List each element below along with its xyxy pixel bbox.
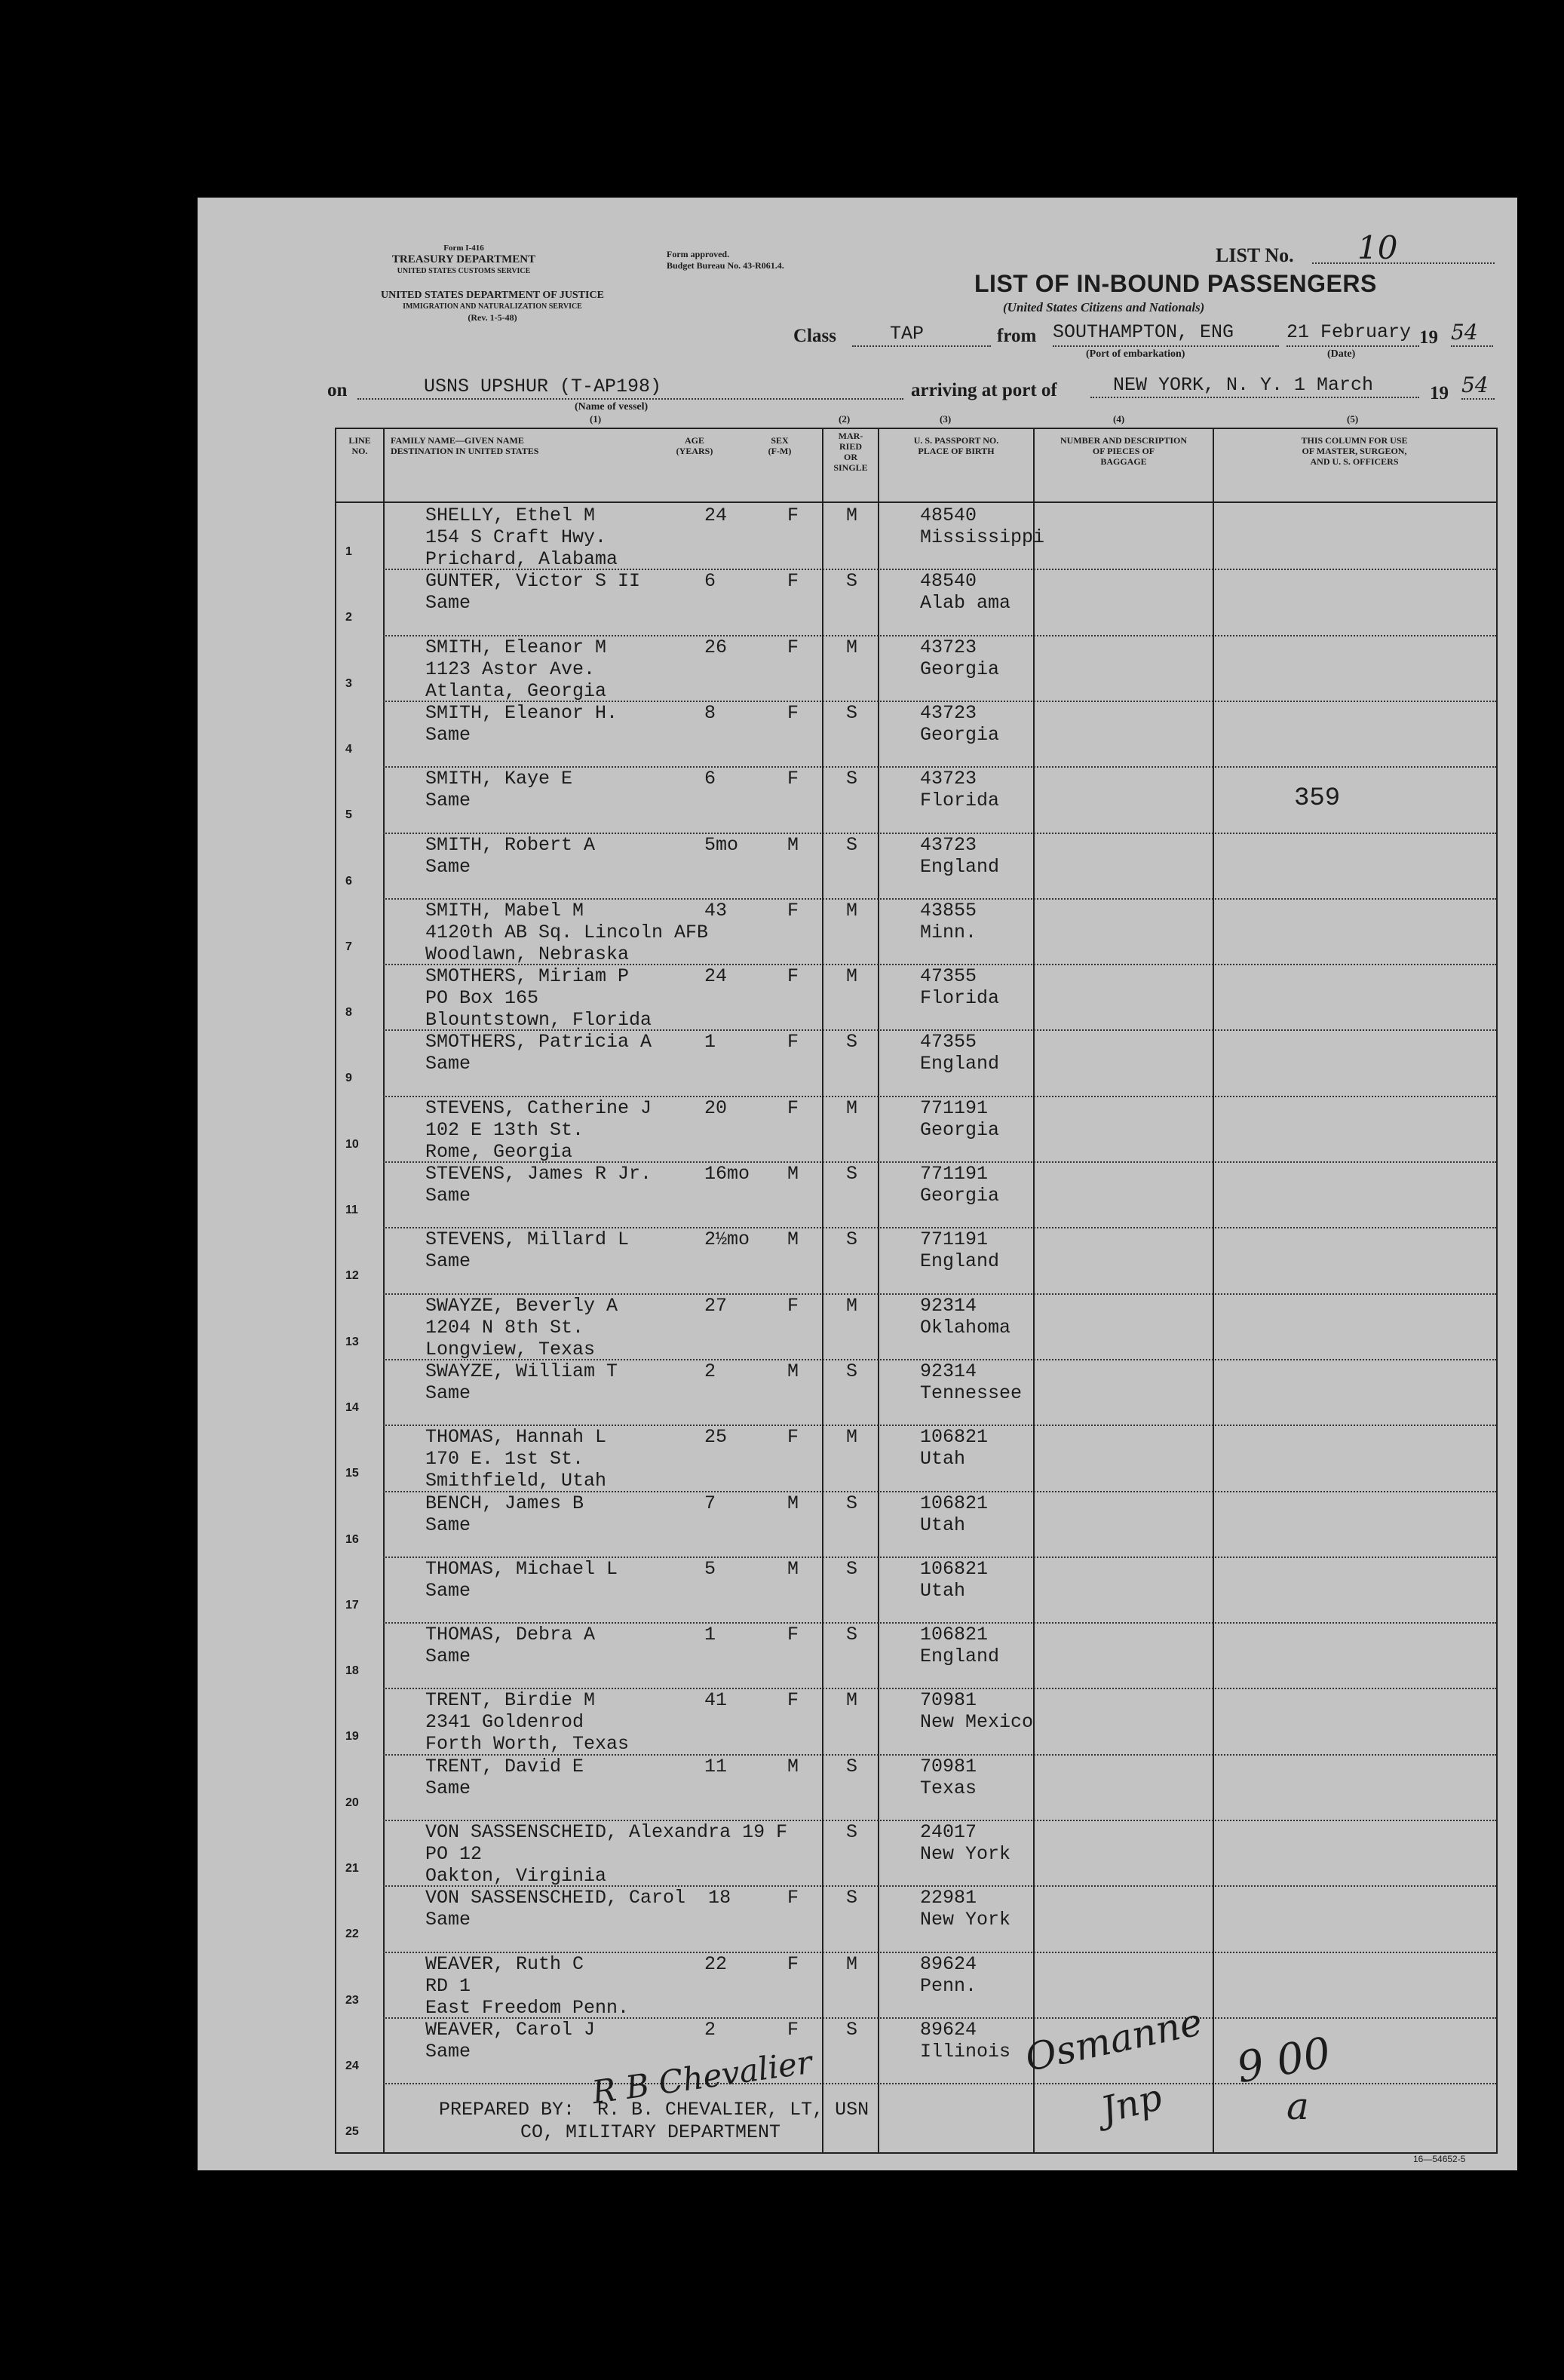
row-name-destination: VON SASSENSCHEID, Alexandra 19 F PO 12 Oakton, Virginia — [425, 1821, 788, 1887]
row-married-single: M — [846, 1689, 858, 1712]
row-passport-birthplace: 106821 Utah — [920, 1426, 989, 1471]
passenger-table — [335, 428, 1498, 2154]
inspector-initials: Jnp — [1096, 2076, 1167, 2132]
row-line-number: 15 — [345, 1467, 359, 1480]
row-age: 24 — [704, 505, 728, 526]
row-married-single: M — [846, 965, 858, 988]
row-married-single: S — [846, 768, 858, 790]
class-label: Class — [793, 326, 836, 346]
row-passport-birthplace: 92314 Tennessee — [920, 1360, 1023, 1404]
row-name-destination: GUNTER, Victor S II Same — [425, 570, 641, 615]
row-line-number: 12 — [345, 1269, 359, 1283]
form-number: Form I-416 — [443, 244, 484, 253]
row-passport-birthplace: 771191 Georgia — [920, 1096, 1000, 1141]
row-married-single: S — [846, 1887, 858, 1909]
row-line-number: 19 — [345, 1730, 359, 1744]
row-married-single: S — [846, 1624, 858, 1646]
departure-year: 54 — [1451, 320, 1493, 347]
col-divider-baggage — [1213, 429, 1214, 2152]
row-name-destination: SMITH, Kaye E Same — [425, 768, 573, 812]
row-sex: M — [787, 833, 799, 856]
port-of-embarkation: SOUTHAMPTON, ENG — [1053, 321, 1279, 347]
row-sex: F — [787, 1031, 799, 1054]
col-head-age: AGE (YEARS) — [676, 435, 713, 456]
approval-block — [667, 249, 784, 271]
row-name-destination: THOMAS, Debra A Same — [425, 1624, 596, 1668]
row-sex: F — [787, 701, 799, 724]
row-name-destination: STEVENS, James R Jr. Same — [425, 1163, 652, 1207]
col-head-married: MAR- RIED OR SINGLE — [833, 431, 868, 473]
row-sex: F — [787, 2018, 799, 2041]
row-line-number: 7 — [345, 940, 352, 953]
officer-note-count: 359 — [1294, 784, 1341, 813]
col-divider-line — [383, 429, 385, 2152]
row-married-single: S — [846, 1031, 858, 1054]
class-value: TAP — [852, 323, 991, 347]
row-married-single: S — [846, 1492, 858, 1514]
arrival-year-prefix: 19 — [1430, 383, 1449, 403]
date-caption: (Date) — [1327, 348, 1356, 360]
row-age: 22 — [704, 1952, 728, 1975]
row-line-number: 24 — [345, 2059, 359, 2072]
row-line-number: 1 — [345, 545, 352, 558]
row-sex: F — [787, 570, 799, 593]
row-passport-birthplace: 70981 New Mexico — [920, 1689, 1034, 1734]
row-passport-birthplace: 43723 Florida — [920, 768, 1000, 812]
row-line-number: 18 — [345, 1664, 359, 1678]
year-prefix: 19 — [1419, 327, 1438, 348]
row-sex: M — [787, 1163, 799, 1185]
list-no-value: 10 — [1357, 229, 1398, 266]
row-name-destination: SMITH, Robert A Same — [425, 833, 596, 878]
row-passport-birthplace: 106821 Utah — [920, 1557, 989, 1602]
inspector-signature: Osmanne — [1021, 1999, 1207, 2081]
row-passport-birthplace: 106821 England — [920, 1624, 1000, 1668]
col-head-officers: THIS COLUMN FOR USE OF MASTER, SURGEON, AND U. S. OFFICERS — [1301, 435, 1408, 467]
row-passport-birthplace: 89624 Illinois — [920, 2018, 1011, 2063]
officer-signature: R B Chevalier — [590, 2043, 814, 2112]
row-line-number: 3 — [345, 676, 352, 690]
row-name-destination: SMITH, Eleanor M 1123 Astor Ave. Atlanta, Georgia — [425, 636, 607, 702]
list-no-field — [1312, 229, 1495, 266]
row-age: 5 — [704, 1557, 716, 1580]
row-line-number: 25 — [345, 2125, 359, 2139]
col-divider-passport — [1033, 429, 1035, 2152]
row-passport-birthplace: 771191 Georgia — [920, 1163, 1000, 1207]
row-name-destination: WEAVER, Ruth C RD 1 East Freedom Penn. — [425, 1952, 630, 2019]
row-passport-birthplace: 22981 New York — [920, 1887, 1011, 1931]
row-passport-birthplace: 771191 England — [920, 1228, 1000, 1273]
row-age: 24 — [704, 965, 728, 988]
form-id-block — [354, 243, 573, 277]
row-married-single: S — [846, 833, 858, 856]
row-passport-birthplace: 48540 Alab ama — [920, 570, 1011, 615]
row-sex: F — [787, 1294, 799, 1317]
row-name-destination: BENCH, James B Same — [425, 1492, 584, 1536]
row-sex: F — [787, 1426, 799, 1449]
row-passport-birthplace: 70981 Texas — [920, 1755, 977, 1799]
row-name-destination: SMOTHERS, Patricia A Same — [425, 1031, 652, 1075]
budget-bureau: Budget Bureau No. 43-R061.4. — [667, 260, 784, 271]
row-age: 7 — [704, 1492, 716, 1514]
row-line-number: 13 — [345, 1335, 359, 1348]
row-name-destination: SMOTHERS, Miriam P PO Box 165 Blountstown, Florida — [425, 965, 652, 1032]
revision: (Rev. 1-5-48) — [468, 312, 517, 323]
row-age: 5mo — [704, 833, 739, 856]
form-approved: Form approved. — [667, 249, 730, 259]
row-married-single: S — [846, 570, 858, 593]
justice-block — [323, 290, 662, 324]
row-sex: F — [787, 1096, 799, 1119]
row-age: 41 — [704, 1689, 728, 1712]
page-title: LIST OF IN-BOUND PASSENGERS — [974, 270, 1377, 297]
row-name-destination: SMITH, Mabel M 4120th AB Sq. Lincoln AFB Woodlawn, Nebraska — [425, 899, 709, 965]
row-age: 11 — [704, 1755, 728, 1777]
inspection-time-suffix: a — [1286, 2084, 1309, 2128]
row-sex: M — [787, 1557, 799, 1580]
row-passport-birthplace: 43855 Minn. — [920, 899, 977, 943]
row-passport-birthplace: 106821 Utah — [920, 1492, 989, 1536]
row-age: 6 — [704, 570, 716, 593]
row-line-number: 20 — [345, 1796, 359, 1809]
list-no-label: LIST No. — [1216, 244, 1294, 266]
treasury-dept: TREASURY DEPARTMENT — [391, 253, 536, 265]
row-age: 20 — [704, 1096, 728, 1119]
col-head-sex: SEX (F-M) — [768, 435, 792, 456]
row-sex: F — [787, 505, 799, 526]
row-name-destination: THOMAS, Michael L Same — [425, 1557, 618, 1602]
row-name-destination: SHELLY, Ethel M 154 S Craft Hwy. Prichard, Alabama — [425, 505, 618, 570]
row-line-number: 21 — [345, 1862, 359, 1875]
row-married-single: S — [846, 1360, 858, 1382]
row-line-number: 10 — [345, 1137, 359, 1151]
row-sex: M — [787, 1360, 799, 1382]
port-embark-caption: (Port of embarkation) — [1086, 348, 1185, 360]
row-sex: F — [787, 965, 799, 988]
row-married-single: S — [846, 1557, 858, 1580]
row-passport-birthplace: 47355 England — [920, 1031, 1000, 1075]
prepared-by: PREPARED BY: R. B. CHEVALIER, LT, USN — [439, 2099, 869, 2121]
row-married-single: S — [846, 1755, 858, 1777]
row-age: 16mo — [704, 1163, 750, 1185]
row-line-number: 22 — [345, 1928, 359, 1941]
row-passport-birthplace: 43723 England — [920, 833, 1000, 878]
row-sex: F — [787, 1952, 799, 1975]
col-divider-sex — [822, 429, 823, 2152]
col-num-1: (1) — [590, 413, 602, 425]
col-num-4: (4) — [1113, 413, 1125, 425]
row-line-number: 11 — [345, 1204, 358, 1216]
row-line-number: 2 — [345, 611, 352, 624]
row-sex: M — [787, 1492, 799, 1514]
row-sex: F — [787, 768, 799, 790]
row-passport-birthplace: 43723 Georgia — [920, 701, 1000, 746]
from-label: from — [997, 326, 1037, 346]
row-line-number: 5 — [345, 808, 352, 822]
col-num-2: (2) — [839, 413, 851, 425]
arrival-port-date: NEW YORK, N. Y. 1 March — [1090, 374, 1419, 398]
row-sex: F — [787, 1887, 799, 1909]
row-name-destination: THOMAS, Hannah L 170 E. 1st St. Smithfield, Utah — [425, 1426, 607, 1492]
vessel-name: USNS UPSHUR (T-AP198) — [357, 376, 903, 400]
row-age: 2½mo — [704, 1228, 750, 1251]
row-name-destination: WEAVER, Carol J Same — [425, 2018, 596, 2063]
row-passport-birthplace: 47355 Florida — [920, 965, 1000, 1010]
page-subtitle: (United States Citizens and Nationals) — [1003, 300, 1205, 314]
row-age: 27 — [704, 1294, 728, 1317]
header-separator — [336, 501, 1496, 503]
row-age: 6 — [704, 768, 716, 790]
row-married-single: M — [846, 636, 858, 658]
row-sex: M — [787, 1228, 799, 1251]
row-line-number: 9 — [345, 1072, 352, 1085]
row-line-number: 23 — [345, 1993, 359, 2007]
row-married-single: S — [846, 1163, 858, 1185]
col-head-line: LINE NO. — [348, 435, 371, 456]
ins-service: IMMIGRATION AND NATURALIZATION SERVICE — [403, 302, 582, 311]
col-num-3: (3) — [940, 413, 952, 425]
row-age: 26 — [704, 636, 728, 658]
row-name-destination: SWAYZE, Beverly A 1204 N 8th St. Longview, Texas — [425, 1294, 618, 1360]
row-sex: F — [787, 899, 799, 922]
prepared-title: CO, MILITARY DEPARTMENT — [520, 2121, 781, 2143]
row-married-single: M — [846, 1096, 858, 1119]
row-married-single: S — [846, 701, 858, 724]
row-line-number: 17 — [345, 1598, 359, 1612]
row-line-number: 16 — [345, 1532, 359, 1546]
row-line-number: 14 — [345, 1400, 359, 1414]
row-name-destination: SWAYZE, William T Same — [425, 1360, 618, 1404]
col-head-baggage: NUMBER AND DESCRIPTION OF PIECES OF BAGGAGE — [1060, 435, 1188, 467]
row-age: 2 — [704, 1360, 716, 1382]
departure-date: 21 February — [1286, 321, 1419, 347]
row-sex: F — [787, 636, 799, 658]
justice-dept: UNITED STATES DEPARTMENT OF JUSTICE — [381, 290, 604, 301]
row-name-destination: STEVENS, Catherine J 102 E 13th St. Rome, Georgia — [425, 1096, 652, 1163]
row-line-number: 6 — [345, 874, 352, 888]
row-passport-birthplace: 43723 Georgia — [920, 636, 1000, 680]
row-married-single: M — [846, 1294, 858, 1317]
row-age: 1 — [704, 1031, 716, 1054]
row-married-single: M — [846, 505, 858, 526]
row-married-single: S — [846, 2018, 858, 2041]
row-line-number: 8 — [345, 1006, 352, 1020]
col-head-passport: U. S. PASSPORT NO. PLACE OF BIRTH — [913, 435, 999, 456]
row-sex: F — [787, 1624, 799, 1646]
row-sex: M — [787, 1755, 799, 1777]
row-married-single: S — [846, 1228, 858, 1251]
row-passport-birthplace: 48540 Mississippi — [920, 505, 1045, 548]
row-age: 2 — [704, 2018, 716, 2041]
footer-code: 16—54652-5 — [1413, 2154, 1466, 2164]
row-name-destination: SMITH, Eleanor H. Same — [425, 701, 618, 746]
row-married-single: M — [846, 1952, 858, 1975]
row-married-single: M — [846, 1426, 858, 1449]
col-divider-married — [878, 429, 879, 2152]
on-label: on — [327, 380, 348, 400]
inspection-time: 9 00 — [1233, 2028, 1335, 2093]
col-num-5: (5) — [1347, 413, 1359, 425]
row-passport-birthplace: 89624 Penn. — [920, 1952, 977, 1997]
col-head-name: FAMILY NAME—GIVEN NAME DESTINATION IN UNITED STATES — [391, 435, 539, 456]
row-divider — [383, 2083, 1496, 2084]
row-name-destination: STEVENS, Millard L Same — [425, 1228, 630, 1273]
row-passport-birthplace: 92314 Oklahoma — [920, 1294, 1011, 1339]
row-married-single: S — [846, 1821, 858, 1843]
arriving-label: arriving at port of — [911, 380, 1057, 400]
row-married-single: M — [846, 899, 858, 922]
arrival-year: 54 — [1461, 373, 1495, 400]
row-line-number: 4 — [345, 742, 352, 756]
vessel-caption: (Name of vessel) — [575, 401, 649, 413]
row-age: 25 — [704, 1426, 728, 1449]
row-age: 1 — [704, 1624, 716, 1646]
customs-service: UNITED STATES CUSTOMS SERVICE — [397, 267, 531, 275]
row-sex: F — [787, 1689, 799, 1712]
row-name-destination: TRENT, Birdie M 2341 Goldenrod Forth Worth, Texas — [425, 1689, 630, 1756]
row-name-destination: TRENT, David E Same — [425, 1755, 584, 1799]
row-age: 8 — [704, 701, 716, 724]
row-name-destination: VON SASSENSCHEID, Carol 18 Same — [425, 1887, 731, 1931]
row-age: 43 — [704, 899, 728, 922]
row-passport-birthplace: 24017 New York — [920, 1821, 1011, 1865]
